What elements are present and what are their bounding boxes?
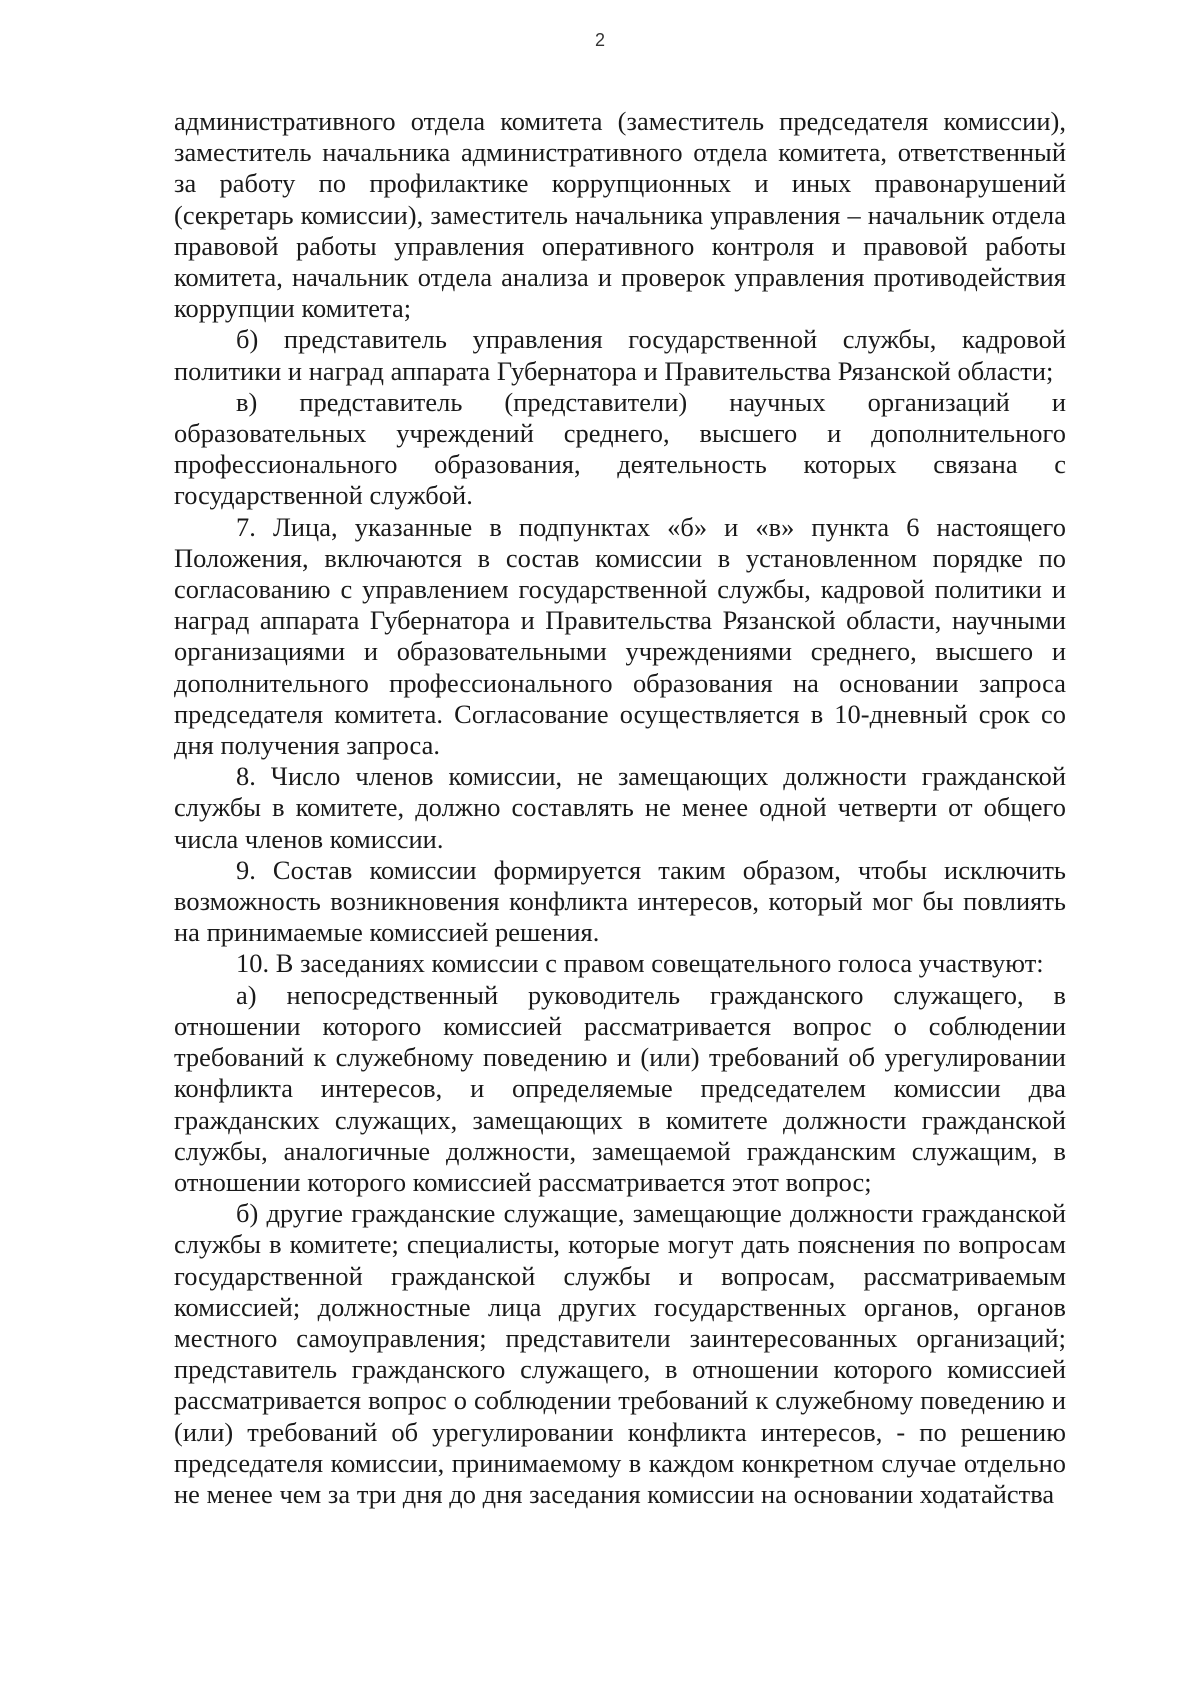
- paragraph-10b: б) другие гражданские служащие, замещающие должности гражданской службы в комитете; специалисты, которые могут дать пояснения по вопросам государственной гражданской службы и вопросам, рассматриваемым комиссией; должностные лица других государственных органов, органов местного самоуправления; представители заинтересованных организаций; представитель гражданского служащего, в отношении которого комиссией рассматривается вопрос о соблюдении требований к служебному поведению и (или) требований об урегулировании конфликта интересов, - по решению председателя комиссии, принимаемому в каждом конкретном случае отдельно не менее чем за три дня до дня заседания комиссии на основании ходатайства: [174, 1198, 1066, 1509]
- paragraph-8: 8. Число членов комиссии, не замещающих должности гражданской службы в комитете, должно составлять не менее одной четверти от общего числа членов комиссии.: [174, 761, 1066, 854]
- document-body: [174, 106, 1066, 1510]
- paragraph-6v: в) представитель (представители) научных организаций и образовательных учреждений среднего, высшего и дополнительного профессионального образования, деятельность которых связана с государственной службой.: [174, 386, 1066, 511]
- paragraph-10a: а) непосредственный руководитель гражданского служащего, в отношении которого комиссией рассматривается вопрос о соблюдении требований к служебному поведению и (или) требований об урегулировании конфликта интересов, и определяемые председателем комиссии два гражданских служащих, замещающих в комитете должности гражданской службы, аналогичные должности, замещаемой гражданским служащим, в отношении которого комиссией рассматривается этот вопрос;: [174, 979, 1066, 1197]
- paragraph-10: 10. В заседаниях комиссии с правом совещательного голоса участвуют:: [236, 948, 1044, 979]
- paragraph-9: 9. Состав комиссии формируется таким образом, чтобы исключить возможность возникновения конфликта интересов, который мог бы повлиять на принимаемые комиссией решения.: [174, 854, 1066, 948]
- paragraph-7: 7. Лица, указанные в подпунктах «б» и «в» пункта 6 настоящего Положения, включаются в состав комиссии в установленном порядке по согласованию с управлением государственной службы, кадровой политики и наград аппарата Губернатора и Правительства Рязанской области, научными организациями и образовательными учреждениями среднего, высшего и дополнительного профессионального образования на основании запроса председателя комитета. Согласование осуществляется в 10-дневный срок со дня получения запроса.: [174, 511, 1066, 761]
- page-number: 2: [594, 30, 605, 50]
- paragraph-6b: б) представитель управления государственной службы, кадровой политики и наград аппарата Губернатора и Правительства Рязанской области;: [174, 324, 1066, 386]
- paragraph-commission-members-continued: административного отдела комитета (заместитель председателя комиссии), заместитель начальника административного отдела комитета, ответственный за работу по профилактике коррупционных и иных правонарушений (секретарь комиссии), заместитель начальника управления – начальник отдела правовой работы управления оперативного контроля и правовой работы комитета, начальник отдела анализа и проверок управления противодействия коррупции комитета;: [174, 106, 1066, 324]
